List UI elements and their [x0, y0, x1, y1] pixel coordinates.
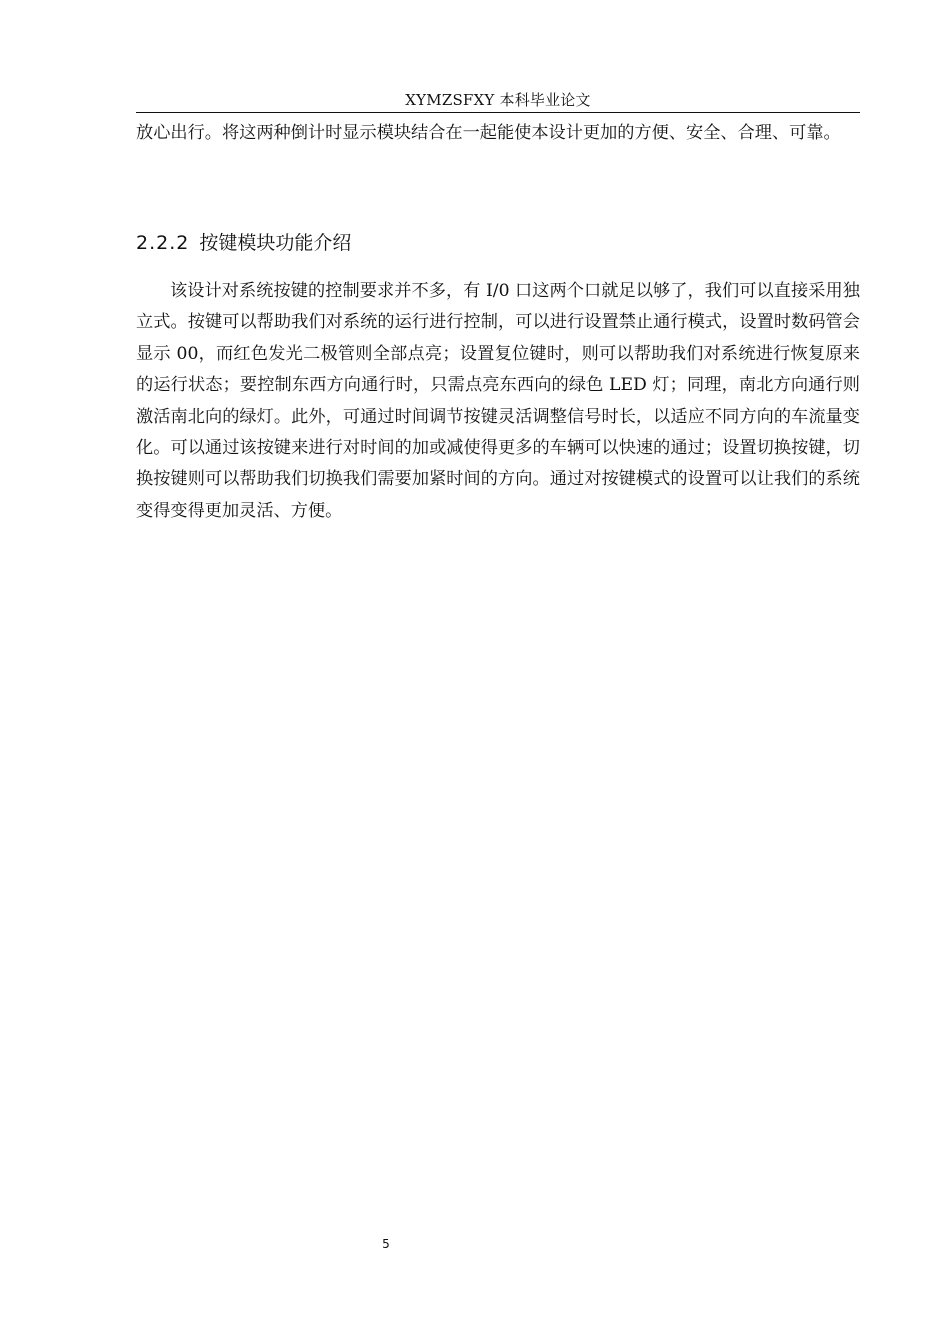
section-heading: [136, 228, 351, 258]
body-paragraph: 该设计对系统按键的控制要求并不多，有 I/0 口这两个口就足以够了，我们可以直接采用独立式。按键可以帮助我们对系统的运行进行控制，可以进行设置禁止通行模式，设置时数码管会显示 00，而红色发光二极管则全部点亮；设置复位键时，则可以帮助我们对系统进行恢复原来的运行状态；要控制东西方向通行时，只需点亮东西向的绿色 LED 灯；同理，南北方向通行则激活南北向的绿灯。此外，可通过时间调节按键灵活调整信号时长，以适应不同方向的车流量变化。可以通过该按键来进行对时间的加或减使得更多的车辆可以快速的通过；设置切换按键，切换按键则可以帮助我们切换我们需要加紧时间的方向。通过对按键模式的设置可以让我们的系统变得变得更加灵活、方便。: [136, 281, 860, 521]
page-number: 5: [382, 1237, 390, 1251]
continued-paragraph: 放心出行。将这两种倒计时显示模块结合在一起能使本设计更加的方便、安全、合理、可靠。: [136, 123, 841, 143]
header-rule: [136, 112, 860, 113]
page-header: XYMZSFXY 本科毕业论文: [405, 91, 591, 109]
section-title: 按键模块功能介绍: [199, 232, 352, 254]
section-number: 2.2.2: [136, 232, 190, 254]
